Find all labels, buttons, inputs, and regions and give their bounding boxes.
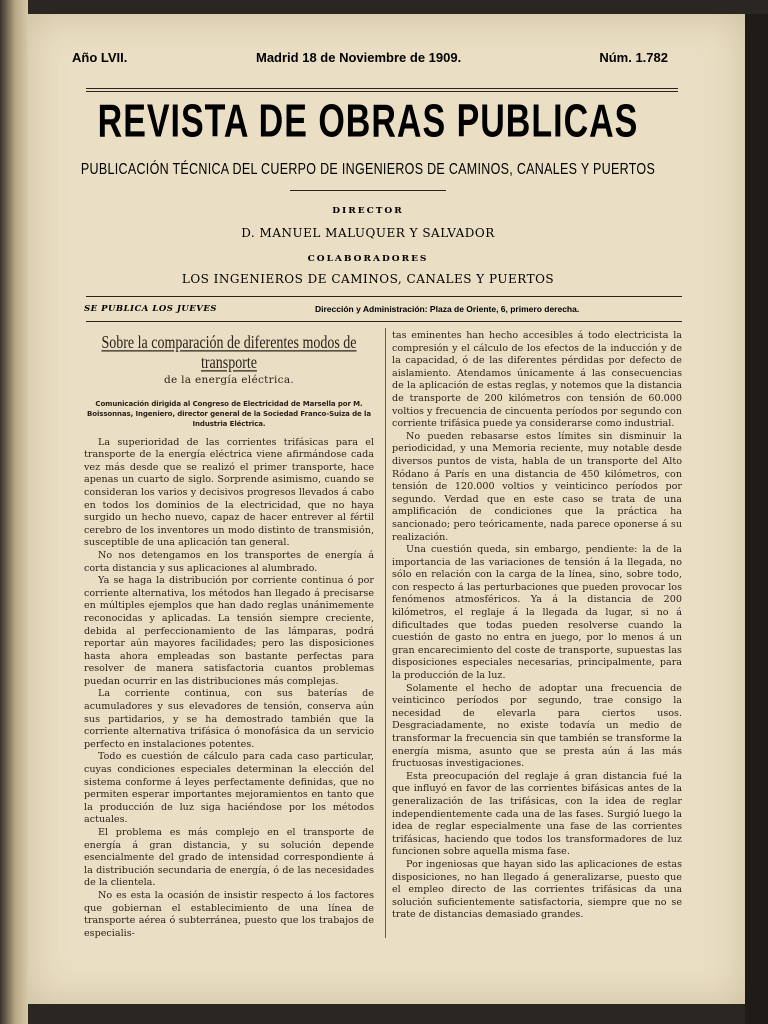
publication-day: SE PUBLICA LOS JUEVES	[84, 304, 217, 314]
masthead-rule	[86, 88, 678, 89]
info-strip-rule-top	[86, 296, 682, 297]
issue-number: Núm. 1.782	[599, 50, 668, 65]
subtitle-rule	[290, 190, 446, 191]
paragraph: Solamente el hecho de adoptar una frecuencia de veinticinco períodos por segundo, trae consigo la necesidad de elevarla para ciertos usos. Desgraciadamente, no existe todavía un medio de transformar la frecuencia sin que también se transforme la energía misma, asunto que se presta aún á las más fructuosas investigaciones.	[392, 682, 682, 770]
paragraph: No pueden rebasarse estos límites sin disminuir la periodicidad, y una Memoria reciente, muy notable desde diversos puntos de vista, habla de un transporte del Alto Ródano á París en una distancia de 450 kilómetros, con tensión de 120.000 voltios y veinticinco períodos por segundo. Verdad que en este caso se trata de una amplificación de condiciones que la práctica ha sancionado; pero teóricamente, nada parece oponerse á su realización.	[392, 430, 682, 543]
article-communication-note: Comunicación dirigida al Congreso de Electricidad de Marsella por M. Boissonnas, Ingeniero, director general de la Sociedad Franco-Suiza de la Industria Eléctrica.	[87, 399, 371, 428]
collaborators-label: COLABORADORES	[307, 254, 429, 264]
article-subtitle: de la energía eléctrica.	[163, 374, 295, 386]
paragraph: La corriente continua, con sus baterías de acumuladores y sus elevadores de tensión, conserva aún sus partidarios, y se ha demostrado también que la corriente alternativa trifásica ó monofásica da un servicio perfecto en instalaciones potentes.	[84, 688, 374, 750]
article-column-right	[392, 330, 682, 922]
director-name: D. MANUEL MALUQUER Y SALVADOR	[241, 226, 495, 240]
article-title: Sobre la comparación de diferentes modos de transporte	[101, 334, 357, 373]
left-column-body	[84, 437, 374, 941]
masthead-rule	[86, 91, 678, 92]
paragraph: Esta preocupación del reglaje á gran distancia fué la que influyó en favor de las corrientes bifásicas antes de la generalización de las trifásicas, con la idea de reglar independientemente cada una de las fases. Surgió luego la idea de reglar especialmente una fase de las corrientes trifásicas, haciendo que todos los transformadores de luz funcionen sobre aquella misma fase.	[392, 770, 682, 858]
article-column-left	[84, 330, 374, 940]
masthead-info-line	[58, 50, 678, 74]
paragraph: Por ingeniosas que hayan sido las aplicaciones de estas disposiciones, no han llegado á generalizarse, puesto que el empleo directo de las corrientes trifásicas da una solución suficientemente satisfactoria, siempre que no se trate de distancias demasiado grandes.	[392, 858, 682, 921]
paragraph: Todo es cuestión de cálculo para cada caso particular, cuyas condiciones especiales determinan la elección del sistema conforme á leyes perfectamente definidas, que no permiten esperar importantes mejoramientos en tanto que la producción de luz siga haciéndose por los métodos actuales.	[84, 751, 374, 826]
paragraph: tas eminentes han hecho accesibles á todo electricista la compresión y el cálculo de los efectos de la inducción y de la capacidad, ó de las diferentes pérdidas por defecto de aislamiento. Atendamos únicamente á las consecuencias de la aplicación de estas reglas, y notemos que la distancia de transporte de 200 kilómetros con tensión de 60.000 voltios y frecuencia de cincuenta períodos por segundo con corriente trifásica puede ya considerarse como industrial.	[392, 330, 682, 430]
scan-background	[745, 14, 768, 1024]
journal-title: REVISTA DE OBRAS PUBLICAS	[97, 96, 639, 148]
issue-date: Madrid 18 de Noviembre de 1909.	[256, 50, 462, 65]
director-label: DIRECTOR	[332, 206, 404, 216]
journal-subtitle: PUBLICACIÓN TÉCNICA DEL CUERPO DE INGENIEROS DE CAMINOS, CANALES Y PUERTOS	[80, 160, 656, 178]
info-strip-rule-bottom	[86, 321, 682, 322]
volume-year: Año LVII.	[72, 50, 128, 65]
collaborators-text: LOS INGENIEROS DE CAMINOS, CANALES Y PUERTOS	[181, 272, 555, 286]
column-divider	[385, 328, 386, 938]
scan-binding-edge	[0, 0, 28, 1024]
address: Dirección y Administración: Plaza de Oriente, 6, primero derecha.	[315, 304, 580, 314]
paragraph: El problema es más complejo en el transporte de energía á gran distancia, y su solución depende esencialmente del grado de intensidad correspondiente á la distribución secundaria de energía, ó de las necesidades de la clientela.	[84, 827, 374, 889]
paragraph: La superioridad de las corrientes trifásicas para el transporte de la energía eléctrica viene afirmándose cada vez más desde que se realizó el primer transporte, hace apenas un cuarto de siglo. Sorprende asimismo, cuando se consideran los varios y decisivos progresos llevados á cabo en todos los dominios de la electricidad, que no haya surgido un hecho nuevo, capaz de hacer entrever al fértil cerebro de los inventores un modo distinto de transmisión, susceptible de una aplicación tan general.	[84, 436, 374, 549]
paragraph: Ya se haga la distribución por corriente continua ó por corriente alternativa, los métodos han llegado á precisarse en múltiples ejemplos que han dado reglas unánimemente reconocidas y aplicadas. La tensión siempre creciente, debida al perfeccionamiento de las lámparas, podrá reportar aún mayores facilidades; pero las disposiciones hasta ahora empleadas son bastante perfectas para resolver de manera satisfactoria cuantos problemas puedan ocurrir en las distribuciones más complejas.	[84, 575, 374, 687]
paragraph: Una cuestión queda, sin embargo, pendiente: la de la importancia de las variaciones de tensión á la llegada, no sólo en relación con la carga de la línea, sino, sobre todo, con respecto á las perturbaciones que pueden provocar los fenómenos atmosféricos. Ya á la distancia de 200 kilómetros, el reglaje á la llegada da lugar, si no á dificultades que todas pueden resolverse cuando la cuestión de gasto no entra en juego, por lo menos á un gran encarecimiento del coste de transporte, supuestas las disposiciones especiales necesarias, principalmente, para la producción de la luz.	[392, 544, 682, 682]
paragraph: No es esta la ocasión de insistir respecto á los factores que gobiernan el establecimiento de una línea de transporte aérea ó subterránea, puesto que los trabajos de especialis-	[84, 889, 374, 939]
paragraph: No nos detengamos en los transportes de energía á corta distancia y sus aplicaciones al alumbrado.	[84, 549, 374, 574]
